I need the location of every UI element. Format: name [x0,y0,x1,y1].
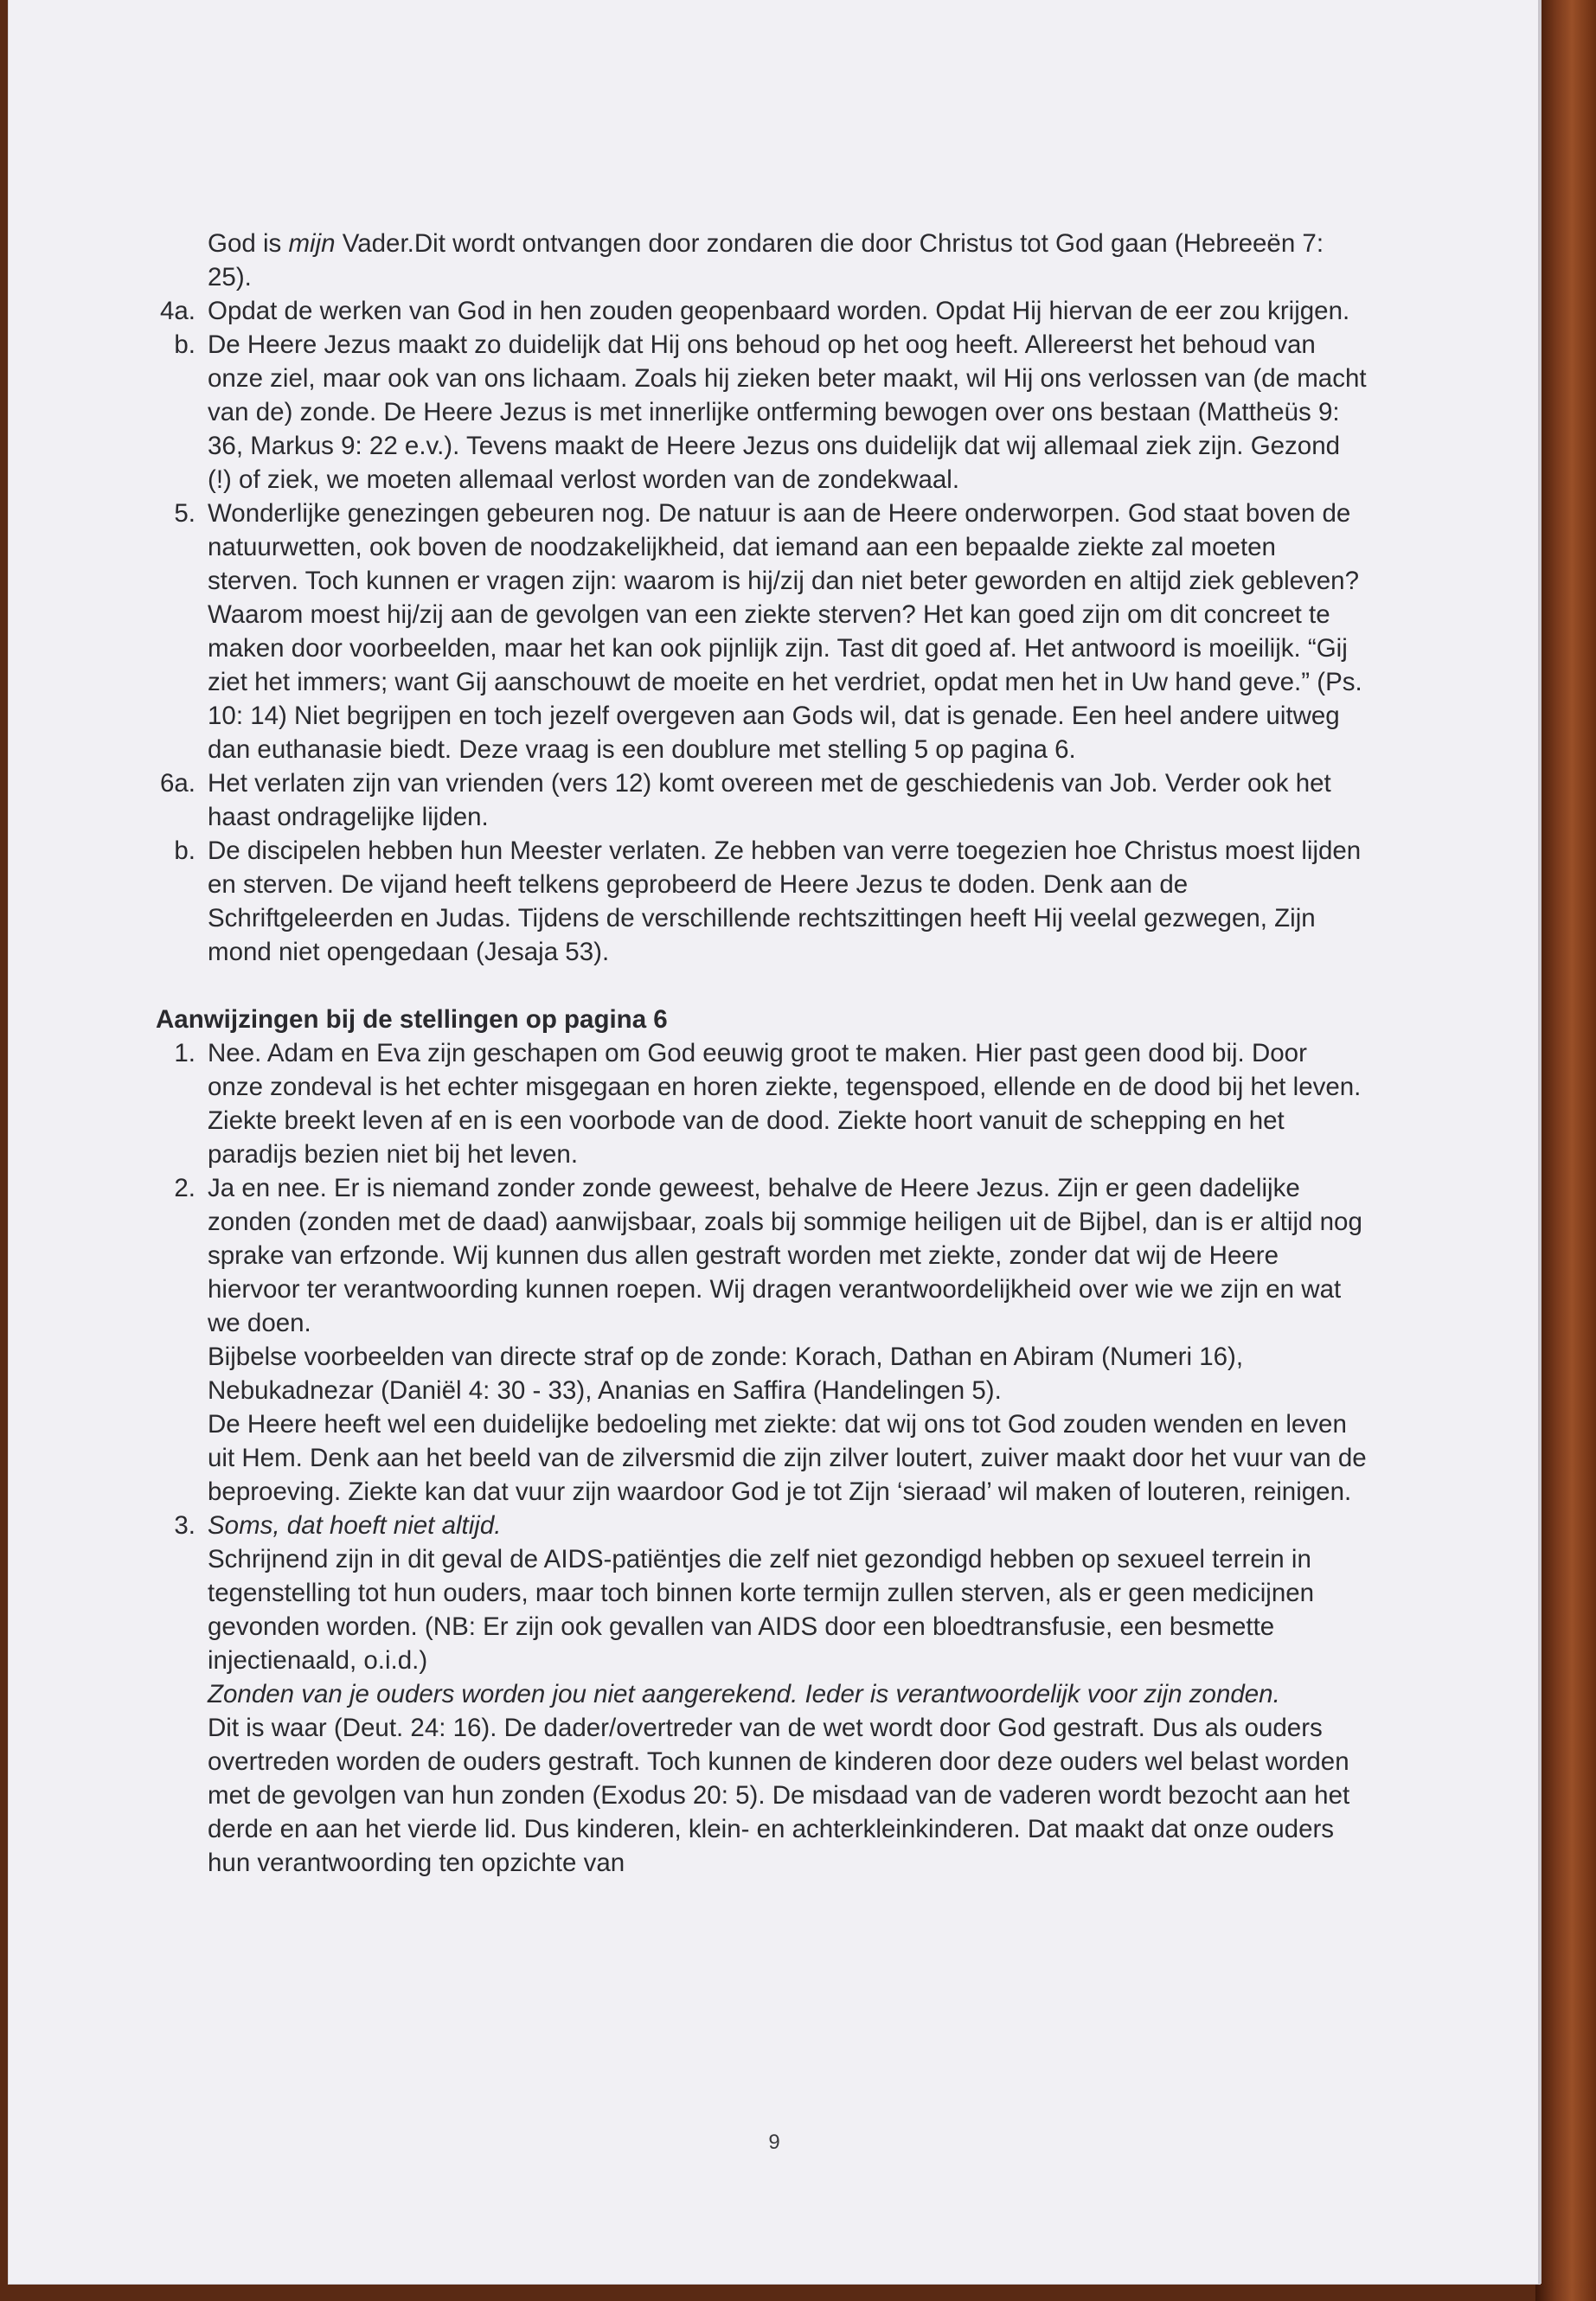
page-edge [1538,0,1542,2284]
italic-text: Zonden van je ouders worden jou niet aangerekend. Ieder is verantwoordelijk voor zijn zonden. [208,1680,1280,1708]
item-marker: 4a. [159,297,195,325]
answer-item-5 [156,497,1367,766]
book-binding [1535,0,1596,2301]
item-paragraph: Schrijnend zijn in dit geval de AIDS-patiëntjes die zelf niet gezondigd hebben op sexueel terrein in tegenstelling tot hun ouders, maar toch binnen korte termijn zullen sterven, als er geen medicijnen gevonden worden. (NB: Er zijn ook gevallen van AIDS door een bloedtransfusie, een besmette injectienaald, o.i.d.) [208,1545,1315,1675]
item-paragraph: De Heere heeft wel een duidelijke bedoeling met ziekte: dat wij ons tot God zouden wenden en leven uit Hem. Denk aan het beeld van de zilversmid die zijn zilver loutert, zuiver maakt door het vuur van de beproeving. Ziekte kan dat vuur zijn waardoor God je tot Zijn ‘sieraad’ wil maken of louteren, reinigen. [208,1410,1367,1506]
item-marker: b. [174,836,195,865]
item-text: Opdat de werken van God in hen zouden geopenbaard worden. Opdat Hij hiervan de eer zou krijgen. [208,297,1350,325]
page-content [156,227,1367,1880]
item-paragraph: Dit is waar (Deut. 24: 16). De dader/overtreder van de wet wordt door God gestraft. Dus als ouders overtreden worden de ouders gestraft. Toch kunnen de kinderen door deze ouders wel belast worden met de gevolgen van hun zonden (Exodus 20: 5). De misdaad van de vaderen wordt bezocht aan het derde en aan het vierde lid. Dus kinderen, klein- en achterkleinkinderen. Dat maakt dat onze ouders hun verantwoording ten opzichte van [208,1714,1350,1877]
italic-text: Soms, dat hoeft niet altijd. [208,1511,502,1540]
item-paragraph: Ja en nee. Er is niemand zonder zonde geweest, behalve de Heere Jezus. Zijn er geen dadelijke zonden (zonden met de daad) aanwijsbaar, zoals bij sommige heiligen uit de Bijbel, dan is er altijd nog sprake van erfzonde. Wij kunnen dus allen gestraft worden met ziekte, zonder dat wij de Heere hiervoor ter verantwoording kunnen roepen. Wij dragen verantwoordelijkheid over wie we zijn en wat we doen. [208,1174,1362,1337]
document-page [9,0,1540,2284]
statement-item-2 [156,1171,1367,1509]
item-body [208,1171,1367,1509]
item-body [208,1509,1367,1880]
item-text: De Heere Jezus maakt zo duidelijk dat Hij ons behoud op het oog heeft. Allereerst het behoud van onze ziel, maar ook van ons lichaam. Zoals hij zieken beter maakt, wil Hij ons verlossen van (de macht van de) zonde. De Heere Jezus is met innerlijke ontferming bewogen over ons bestaan (Mattheüs 9: 36, Markus 9: 22 e.v.). Tevens maakt de Heere Jezus ons duidelijk dat wij allemaal ziek zijn. Gezond (!) of ziek, we moeten allemaal verlost worden van de zondekwaal. [208,330,1367,494]
answer-item-4b [156,328,1367,497]
item-paragraph-italic [208,1677,1367,1711]
page-number: 9 [768,2131,780,2154]
intro-text-end: Vader.Dit wordt ontvangen door zondaren die door Christus tot God gaan (Hebreeën 7: 25). [208,229,1324,292]
item-marker: 1. [174,1039,195,1067]
item-text: Nee. Adam en Eva zijn geschapen om God eeuwig groot te maken. Hier past geen dood bij. Door onze zondeval is het echter misgegaan en horen ziekte, tegenspoed, ellende en de dood bij het leven. Ziekte breekt leven af en is een voorbode van de dood. Ziekte hoort vanuit de schepping en het paradijs bezien niet bij het leven. [208,1039,1362,1169]
item-marker: 5. [174,499,195,528]
item-text: Wonderlijke genezingen gebeuren nog. De natuur is aan de Heere onderworpen. God staat boven de natuurwetten, ook boven de noodzakelijkheid, dat iemand aan een bepaalde ziekte zal moeten sterven. Toch kunnen er vragen zijn: waarom is hij/zij dan niet beter geworden en altijd ziek gebleven? Waarom moest hij/zij aan de gevolgen van een ziekte sterven? Het kan goed zijn om dit concreet te maken door voorbeelden, maar het kan ook pijnlijk zijn. Tast dit goed af. Het antwoord is moeilijk. “Gij ziet het immers; want Gij aanschouwt de moeite en het verdriet, opdat men het in Uw hand geve.” (Ps. 10: 14) Niet begrijpen en toch jezelf overgeven aan Gods wil, dat is genade. Een heel andere uitweg dan euthanasie biedt. Deze vraag is een doublure met stelling 5 op pagina 6. [208,499,1362,764]
statement-item-3 [156,1509,1367,1880]
intro-text-start: God is [208,229,289,258]
item-paragraph: Bijbelse voorbeelden van directe straf op de zonde: Korach, Dathan en Abiram (Numeri 16), Nebukadnezar (Daniël 4: 30 - 33), Ananias en Saffira (Handelingen 5). [208,1343,1244,1405]
intro-paragraph [156,227,1367,294]
item-marker: 2. [174,1174,195,1202]
item-text: De discipelen hebben hun Meester verlaten. Ze hebben van verre toegezien hoe Christus moest lijden en sterven. De vijand heeft telkens geprobeerd de Heere Jezus te doden. Denk aan de Schriftgeleerden en Judas. Tijdens de verschillende rechtszittingen heeft Hij veelal gezwegen, Zijn mond niet opengedaan (Jesaja 53). [208,836,1362,966]
item-marker: b. [174,330,195,359]
item-marker: 6a. [159,769,195,798]
item-text: Het verlaten zijn van vrienden (vers 12) komt overeen met de geschiedenis van Job. Verder ook het haast ondragelijke lijden. [208,769,1331,831]
statement-item-1 [156,1036,1367,1171]
answer-item-6a [156,766,1367,834]
answer-item-6b [156,834,1367,969]
item-paragraph-italic [208,1509,1367,1542]
intro-text-italic: mijn [288,229,336,258]
item-marker: 3. [174,1511,195,1540]
answer-item-4a [156,294,1367,328]
section-heading: Aanwijzingen bij de stellingen op pagina 6 [156,1005,668,1034]
